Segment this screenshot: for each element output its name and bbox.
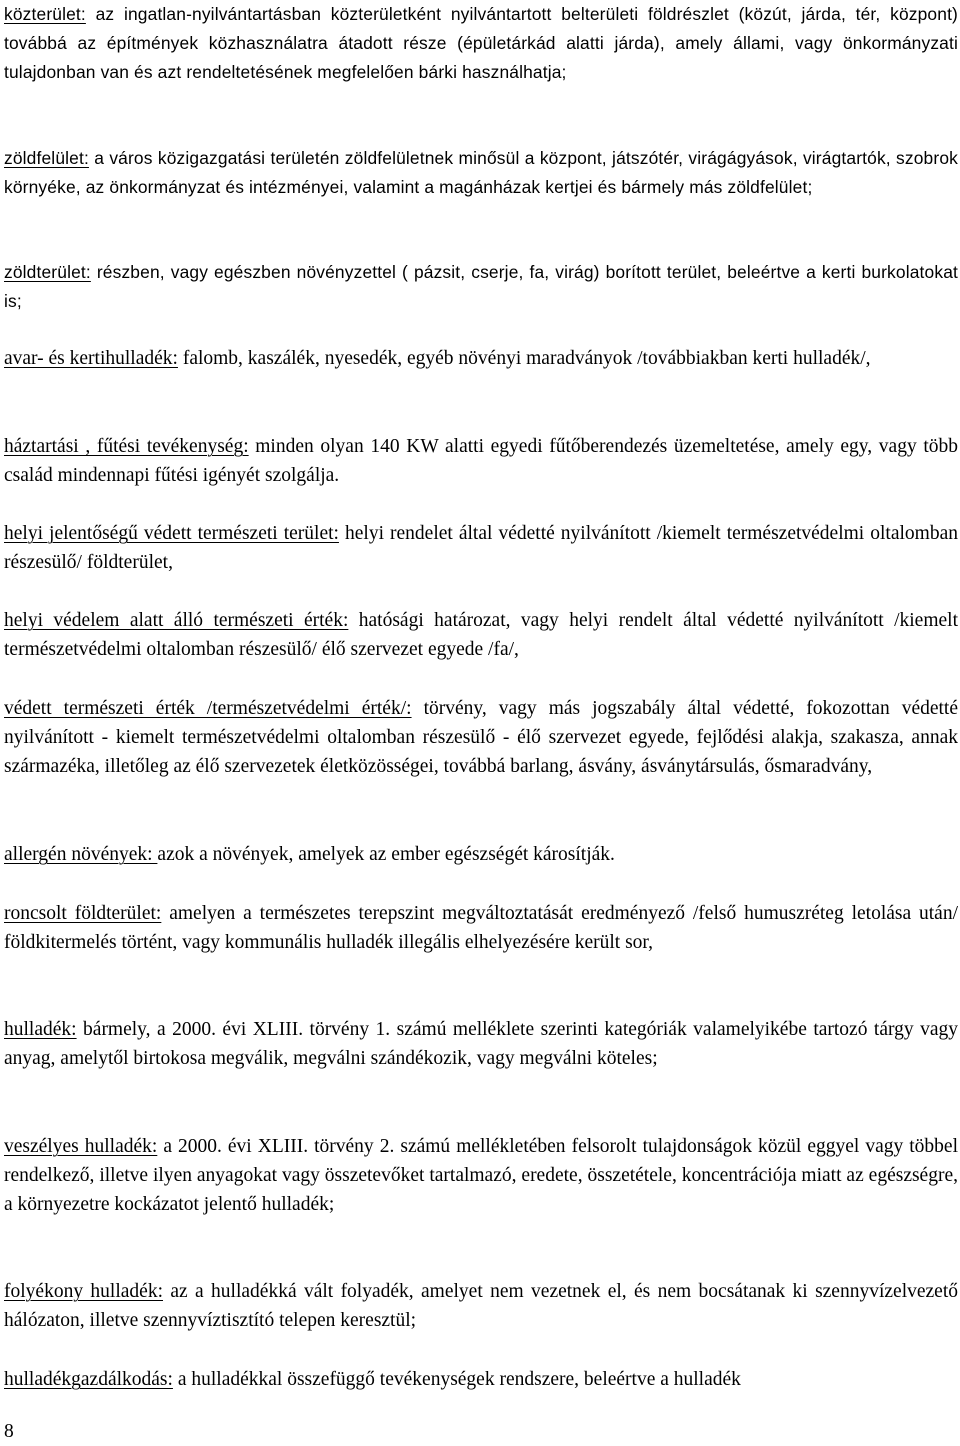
definition-text: az a hulladékká vált folyadék, amelyet nem vezetnek el, és nem bocsátanak ki szennyvízelvezető hálózaton, illetve szennyvíztisztító telepen keresztül; xyxy=(4,1281,958,1331)
definition-veszelyes-hulladek xyxy=(4,1133,958,1219)
definition-text: helyi rendelet által védetté nyilvánított /kiemelt természetvédelmi oltalomban részesülő/ földterület, xyxy=(4,523,958,573)
definition-text: törvény, vagy más jogszabály által védetté, fokozottan védetté nyilvánított - kiemelt természetvédelmi oltalomban részesülő - élő szervezet egyede, fejlődési alakja, szakasza, annak származéka, illetőleg az élő szervezetek életközösségei, továbbá barlang, ásvány, ásványtársulás, ősmaradvány, xyxy=(4,698,959,777)
definition-text: hatósági határozat, vagy helyi rendelt által védetté nyilvánított /kiemelt természetvédelmi oltalomban részesülő/ élő szervezet egyede /fa/, xyxy=(4,610,958,660)
definition-term: avar- és kertihulladék: xyxy=(4,348,178,369)
definition-helyi-vedett-terulet xyxy=(4,520,958,578)
definition-zoldfelulet xyxy=(4,144,958,202)
definition-helyi-vedelem-ertek xyxy=(4,607,958,665)
page-number: 8 xyxy=(4,1421,14,1442)
definition-text: minden olyan 140 KW alatti egyedi fűtőberendezés üzemeltetése, amely egy, vagy több család mindennapi fűtési igényét szolgálja. xyxy=(4,436,958,486)
definition-term: hulladék: xyxy=(4,1019,77,1040)
definition-term: zöldfelület: xyxy=(4,148,89,168)
definition-term: védett természeti érték /természetvédelmi érték/: xyxy=(4,698,412,719)
definition-text: amelyen a természetes terepszint megváltoztatását eredményező /felső humuszréteg letolása után/ földkitermelés történt, vagy kommunális hulladék illegális elhelyezésére került sor, xyxy=(4,903,958,953)
definition-term: zöldterület: xyxy=(4,262,91,282)
definition-term: közterület: xyxy=(4,4,86,24)
definition-term: folyékony hulladék: xyxy=(4,1281,163,1302)
definition-vedett-termeszeti-ertek xyxy=(4,695,958,781)
definition-allergen-novenyek xyxy=(4,841,958,870)
definition-term: helyi védelem alatt álló természeti érték: xyxy=(4,610,349,631)
definition-term: veszélyes hulladék: xyxy=(4,1136,158,1157)
definition-haztartasi-futesi xyxy=(4,433,958,491)
definition-text: falomb, kaszálék, nyesedék, egyéb növényi maradványok /továbbiakban kerti hulladék/, xyxy=(177,348,871,369)
definition-text: azok a növények, amelyek az ember egészségét károsítják. xyxy=(157,844,615,865)
definition-term: háztartási , fűtési tevékenység: xyxy=(4,436,249,457)
definition-text: a 2000. évi XLIII. törvény 2. számú mellékletében felsorolt tulajdonságok közül eggyel vagy többel rendelkező, illetve ilyen anyagokat vagy összetevőket tartalmazó, eredete, összetétele, koncentrációja miatt az egészségre, a környezetre kockázatot jelentő hulladék; xyxy=(4,1136,959,1215)
definition-term: roncsolt földterület: xyxy=(4,903,162,924)
definition-term: helyi jelentőségű védett természeti terület: xyxy=(4,523,339,544)
definition-text: részben, vagy egészben növényzettel ( pázsit, cserje, fa, virág) borított terület, beleértve a kerti burkolatokat is; xyxy=(4,262,958,311)
definition-avar-kertihulladek xyxy=(4,345,958,374)
definition-text: a hulladékkal összefüggő tevékenységek rendszere, beleértve a hulladék xyxy=(172,1369,741,1390)
definition-text: bármely, a 2000. évi XLIII. törvény 1. számú melléklete szerinti kategóriák valamelyikébe tartozó tárgy vagy anyag, amelytől birtokosa megválik, megválni szándékozik, vagy megválni köteles; xyxy=(4,1019,958,1069)
definition-hulladek xyxy=(4,1016,958,1074)
definition-term: allergén növények: xyxy=(4,844,158,865)
definition-folyekony-hulladek xyxy=(4,1278,958,1336)
definition-roncsolt-foldterulet xyxy=(4,900,958,958)
definition-kozterulet xyxy=(4,0,958,86)
definition-hulladekgazdalkodas xyxy=(4,1366,958,1395)
definition-term: hulladékgazdálkodás: xyxy=(4,1369,173,1390)
definition-text: az ingatlan-nyilvántartásban közterületként nyilvántartott belterületi földrészlet (közút, járda, tér, központ) továbbá az építmények közhasználatra átadott része (épületárkád alatti járda), amely állami, vagy önkormányzati tulajdonban van és azt rendeltetésének megfelelően bárki használhatja; xyxy=(4,4,958,82)
definition-text: a város közigazgatási területén zöldfelületnek minősül a központ, játszótér, virágágyások, virágtartók, szobrok környéke, az önkormányzat és intézményei, valamint a magánházak kertjei és bármely más zöldfelület; xyxy=(4,148,958,197)
definition-zoldterulet xyxy=(4,258,958,316)
